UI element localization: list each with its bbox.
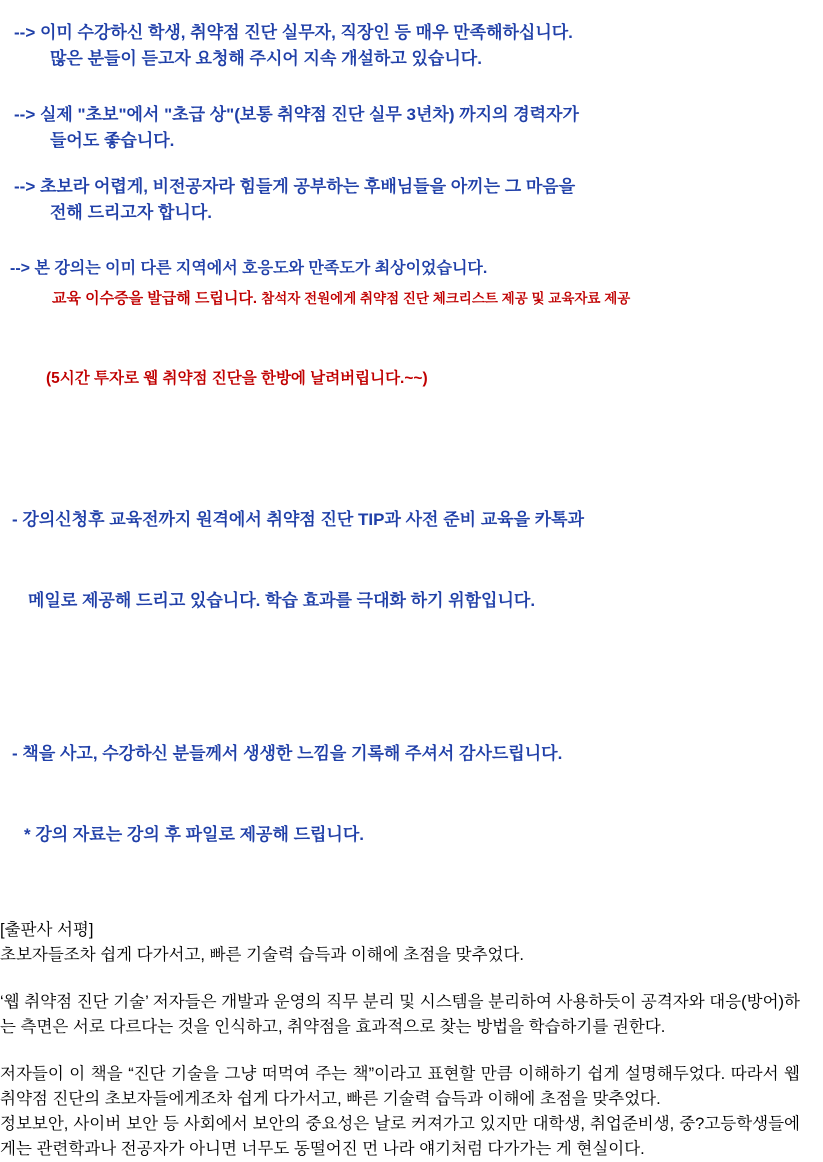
blue-dash-item-2 — [0, 686, 823, 902]
blue-dash-item-2-line-2: * 강의 자료는 강의 후 파일로 제공해 드립니다. — [24, 825, 364, 844]
publisher-review-section — [0, 918, 823, 1162]
blue-item-2 — [0, 102, 823, 154]
red-notice-part-2: 참석자 전원에게 취약점 진단 체크리스트 제공 및 교육자료 제공 — [261, 291, 631, 306]
blue-item-1-line-2: 많은 분들이 듣고자 요청해 주시어 지속 개설하고 있습니다. — [50, 49, 482, 68]
review-paragraph-3: 정보보안, 사이버 보안 등 사회에서 보안의 중요성은 날로 커져가고 있지만 대학생, 취업준비생, 중?고등학생들에게는 관련학과나 전공자가 아니면 너무도 동떨어진 먼 나라 얘기처럼 다가가는 게 현실이다. — [0, 1115, 800, 1158]
blue-item-1 — [0, 20, 823, 72]
blue-item-3-text-1: 초보라 어렵게, 비전공자라 힘들게 공부하는 후배님들을 아끼는 그 마음을 — [39, 177, 576, 196]
blue-item-2-line-1 — [0, 102, 823, 128]
review-paragraph-2: 저자들이 이 책을 “진단 기술을 그냥 떠먹여 주는 책”이라고 표현할 만큼 이해하기 쉽게 설명해두었다. 따라서 웹 취약점 진단의 초보자들에게조차 쉽게 다가서고, 빠른 기술력 습득과 이해에 초점을 맞추었다. — [0, 1065, 800, 1108]
blue-dash-item-2-line-1 — [0, 740, 823, 767]
red-notice-line — [0, 288, 823, 310]
spacer-top — [0, 0, 823, 20]
blue-item-3 — [0, 174, 823, 226]
spacer-8 — [0, 902, 823, 918]
blue-item-3-line-1 — [0, 174, 823, 200]
spacer-6 — [0, 390, 823, 430]
spacer-5b — [0, 350, 823, 368]
dash-marker-1: - — [12, 510, 18, 529]
red-notice-part-1: 교육 이수증을 발급해 드립니다. — [52, 290, 262, 307]
arrow-marker-2: --> — [14, 105, 36, 124]
red-highlight-line: (5시간 투자로 웹 취약점 진단을 한방에 날려버립니다.~~) — [46, 370, 428, 387]
spacer-2 — [0, 154, 823, 174]
blue-item-4 — [0, 256, 823, 282]
spacer-6b — [0, 430, 823, 452]
blue-item-4-text-1: 본 강의는 이미 다른 지역에서 호응도와 만족도가 최상이었습니다. — [34, 260, 488, 277]
blue-item-2-text-1: 실제 "초보"에서 "초급 상"(보통 취약점 진단 실무 3년차) 까지의 경력자가 — [39, 105, 579, 124]
arrow-marker-4: --> — [10, 260, 30, 277]
spacer-7 — [0, 668, 823, 686]
spacer-10 — [0, 1040, 823, 1062]
spacer-5 — [0, 310, 823, 350]
blue-item-2-line-2: 들어도 좋습니다. — [50, 131, 175, 150]
blue-dash-item-1-text-1: 강의신청후 교육전까지 원격에서 취약점 진단 TIP과 사전 준비 교육을 카톡과 — [22, 510, 585, 529]
blue-dash-item-1-line-2: 메일로 제공해 드리고 있습니다. 학습 효과를 극대화 하기 위함입니다. — [28, 591, 536, 610]
spacer-9 — [0, 968, 823, 990]
review-lead: 초보자들조차 쉽게 다가서고, 빠른 기술력 습득과 이해에 초점을 맞추었다. — [0, 946, 525, 964]
blue-item-1-text-1: 이미 수강하신 학생, 취약점 진단 실무자, 직장인 등 매우 만족해하십니다. — [39, 23, 573, 42]
arrow-marker-3: --> — [14, 177, 36, 196]
blue-dash-item-2-text-1: 책을 사고, 수강하신 분들께서 생생한 느낌을 기록해 주셔서 감사드립니다. — [22, 744, 563, 763]
blue-item-1-line-1 — [0, 20, 823, 46]
dash-marker-2: - — [12, 744, 18, 763]
blue-dash-item-1-line-1 — [0, 506, 823, 533]
blue-item-3-line-2: 전해 드리고자 합니다. — [50, 203, 212, 222]
review-paragraph-1: ‘웹 취약점 진단 기술’ 저자들은 개발과 운영의 직무 분리 및 시스템을 분리하여 사용하듯이 공격자와 대응(방어)하는 측면은 서로 다르다는 것을 인식하고, 취약점을 효과적으로 찾는 방법을 학습하기를 권한다. — [0, 993, 800, 1036]
blue-dash-item-1 — [0, 452, 823, 668]
blue-item-4-line-1 — [0, 256, 823, 282]
spacer-1 — [0, 72, 823, 102]
review-heading: [출판사 서평] — [0, 921, 94, 939]
spacer-3 — [0, 226, 823, 256]
arrow-marker-1: --> — [14, 23, 36, 42]
